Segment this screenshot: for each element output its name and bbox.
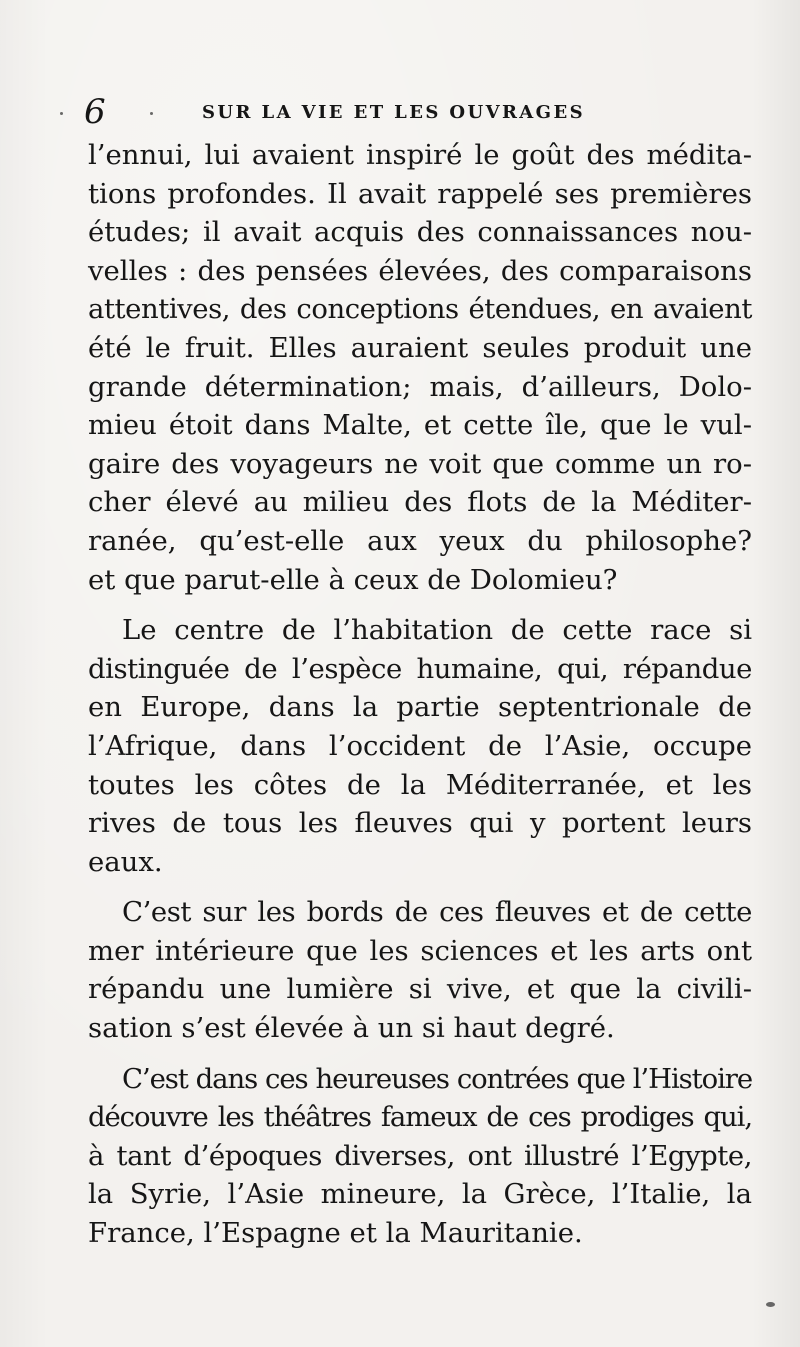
text-line: études; il avait acquis des connaissances nou- (88, 216, 752, 249)
paragraph-gap (88, 881, 752, 893)
text-line: toutes les côtes de la Méditerranée, et les (88, 768, 752, 801)
text-line: été le fruit. Elles auraient seules produit une (88, 331, 752, 364)
paragraph (88, 893, 752, 1047)
paragraph (88, 136, 752, 599)
text-line: France, l’Espagne et la Mauritanie. (88, 1217, 583, 1250)
text-line: C’est dans ces heureuses contrées que l’Histoire (122, 1062, 752, 1095)
text-line: ranée, qu’est-elle aux yeux du philosophe? (88, 524, 752, 557)
running-title: SUR LA VIE ET LES OUVRAGES (202, 102, 585, 123)
text-line: Le centre de l’habitation de cette race si (122, 614, 752, 647)
text-line: mieu étoit dans Malte, et cette île, que le vul- (88, 409, 752, 442)
text-line: grande détermination; mais, d’ailleurs, Dolo- (88, 370, 752, 403)
text-line: attentives, des conceptions étendues, en avaient (88, 293, 752, 326)
paragraph-gap (88, 599, 752, 611)
text-line: gaire des voyageurs ne voit que comme un ro- (88, 447, 752, 480)
text-line: eaux. (88, 845, 163, 878)
text-line: distinguée de l’espèce humaine, qui, répandue (88, 652, 752, 685)
text-line: rives de tous les fleuves qui y portent leurs (88, 807, 752, 840)
body-text (88, 136, 752, 1253)
running-head (84, 92, 744, 132)
text-line: cher élevé au milieu des flots de la Méditer- (88, 486, 752, 519)
text-line: la Syrie, l’Asie mineure, la Grèce, l’Italie, la (88, 1178, 752, 1211)
paragraph (88, 611, 752, 881)
text-line: et que parut-elle à ceux de Dolomieu? (88, 563, 618, 596)
paragraph-gap (88, 1048, 752, 1060)
text-line: tions profondes. Il avait rappelé ses premières (88, 177, 752, 210)
ink-speck (766, 1302, 775, 1307)
text-line: à tant d’époques diverses, ont illustré l’Egypte, (88, 1139, 752, 1172)
text-line: mer intérieure que les sciences et les arts ont (88, 934, 752, 967)
text-line: l’Afrique, dans l’occident de l’Asie, occupe (88, 729, 752, 762)
ink-speck (150, 112, 153, 115)
page-number: 6 (84, 92, 106, 132)
text-line: velles : des pensées élevées, des comparaisons (88, 254, 752, 287)
ink-speck (60, 112, 63, 115)
text-line: l’ennui, lui avaient inspiré le goût des médita- (88, 139, 752, 171)
text-line: C’est sur les bords de ces fleuves et de cette (122, 896, 752, 929)
paragraph (88, 1060, 752, 1253)
text-line: sation s’est élevée à un si haut degré. (88, 1012, 615, 1045)
text-line: en Europe, dans la partie septentrionale de (88, 691, 752, 724)
text-line: découvre les théâtres fameux de ces prodiges qui, (88, 1101, 752, 1134)
text-line: répandu une lumière si vive, et que la civili- (88, 973, 752, 1006)
